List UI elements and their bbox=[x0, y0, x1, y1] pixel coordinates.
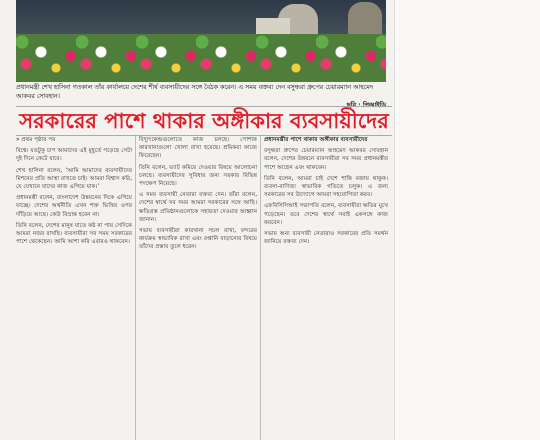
article-paragraph: এফবিসিসিআই সভাপতি বলেন, ব্যবসায়ীরা ক্ষতির মুখে পড়েছেন। তবে দেশের স্বার্থে সবাই একসঙ্গে কাজ করবেন। bbox=[264, 203, 388, 226]
article-column-3 bbox=[264, 136, 388, 440]
photo-flower-arrangement bbox=[16, 34, 386, 82]
article-paragraph: তিনি বলেন, আমরা চাই দেশে শান্তি বজায় থাকুক। ব্যবসা-বাণিজ্য স্বাভাবিক গতিতে চলুক। এ জন্য সরকারের সব উদ্যোগে আমরা সহযোগিতা করব। bbox=[264, 175, 388, 199]
photo-credit: ছবি : পিআইডি bbox=[346, 102, 386, 109]
article-headline: সরকারের পাশে থাকার অঙ্গীকার ব্যবসায়ীদের bbox=[16, 106, 392, 136]
article-column-2 bbox=[139, 136, 257, 440]
article-paragraph: সভায় ব্যবসায়ীরা কারখানা সচল রাখা, বন্দরের কার্যক্রম স্বাভাবিক রাখা এবং রপ্তানি বাড়ানোর বিষয়ে তাঁদের প্রস্তাব তুলে ধরেন। bbox=[139, 228, 257, 251]
article-paragraph: সভায় অন্য ব্যবসায়ী নেতারাও সরকারের প্রতি সমর্থন জানিয়ে বক্তব্য দেন। bbox=[264, 231, 388, 246]
article-paragraph: প্রধানমন্ত্রী বলেন, বাংলাদেশ উন্নয়নের দিকে এগিয়ে যাচ্ছে। দেশের অর্থনীতি এখন শক্ত ভিত্তির ওপর দাঁড়িয়ে আছে। কেউ বিভ্রান্ত হবেন না। bbox=[16, 195, 132, 218]
article-paragraph: এ সময় ব্যবসায়ী নেতারা বক্তব্য দেন। তাঁরা বলেন, দেশের স্বার্থে সব সময় আমরা সরকারের সঙ্গে আছি। ক্ষতিগ্রস্ত প্রতিষ্ঠানগুলোকে সহায়তা দেওয়ার আহ্বান জানান। bbox=[139, 192, 257, 223]
column-divider bbox=[260, 136, 261, 440]
page-edge bbox=[394, 0, 395, 440]
column-subhead: প্রধানমন্ত্রীর পাশে থাকার অঙ্গীকার ব্যবসায়ীদের bbox=[264, 137, 368, 143]
blank-margin bbox=[394, 0, 540, 440]
article-paragraph: বসুন্ধরা গ্রুপের চেয়ারম্যান আহমেদ আকবর সোবহান বলেন, দেশের উন্নয়নে ব্যবসায়ীরা সব সময় প্রধানমন্ত্রীর পাশে আছেন এবং থাকবেন। bbox=[264, 148, 388, 171]
photo-second-figure bbox=[348, 2, 382, 38]
article-paragraph: বিশ্বে। যতটুকু চাপ আমাদের এই মুহূর্তে পড়েছে সেটা দুই দিনে কেটে যাবে। bbox=[16, 148, 132, 163]
article-paragraph: তিনি বলেন, ভ্যাট কমিয়ে দেওয়ার বিষয়ে আলোচনা চলছে। ব্যবসায়ীদের সুবিধার জন্য সরকার বিভিন্ন পদক্ষেপ নিয়েছে। bbox=[139, 164, 257, 188]
article-paragraph: বিদ্যুৎকেন্দ্রগুলোতে কাজ চলছে। পোশাক কারখানাগুলো খোলা রাখা হয়েছে। শ্রমিকরা কাজে ফিরেছেন। bbox=[139, 137, 257, 160]
article-column-1 bbox=[16, 136, 132, 440]
article-paragraph: » প্রথম পৃষ্ঠার পর bbox=[16, 137, 56, 143]
column-divider bbox=[135, 136, 136, 440]
article-paragraph: তিনি বলেন, দেশের মানুষ যাতে কষ্ট না পায় সেদিকে আমরা নজর রাখছি। ব্যবসায়ীরা সব সময় সরকারের পাশে থেকেছেন। আমি আশা করি এবারও থাকবেন। bbox=[16, 222, 132, 246]
article-paragraph: শেখ হাসিনা বলেন, ‘আমি আমাদের ব্যবসায়ীদের মিশনের প্রতি আস্থা রাখতে চাই। আমরা বিশ্বাস করি, যে যেখানে যাদের কাজ এগিয়ে যাক।’ bbox=[16, 167, 132, 191]
caption-text: প্রধানমন্ত্রী শেখ হাসিনা গতকাল তাঁর কার্যালয়ে দেশের শীর্ষ ব্যবসায়ীদের সঙ্গে বৈঠক করেন। এ সময় বক্তব্য দেন বসুন্ধরা গ্রুপের চেয়ারম্যান আহমেদ আকবর সোবহান। bbox=[16, 84, 374, 100]
news-photo bbox=[16, 0, 386, 82]
